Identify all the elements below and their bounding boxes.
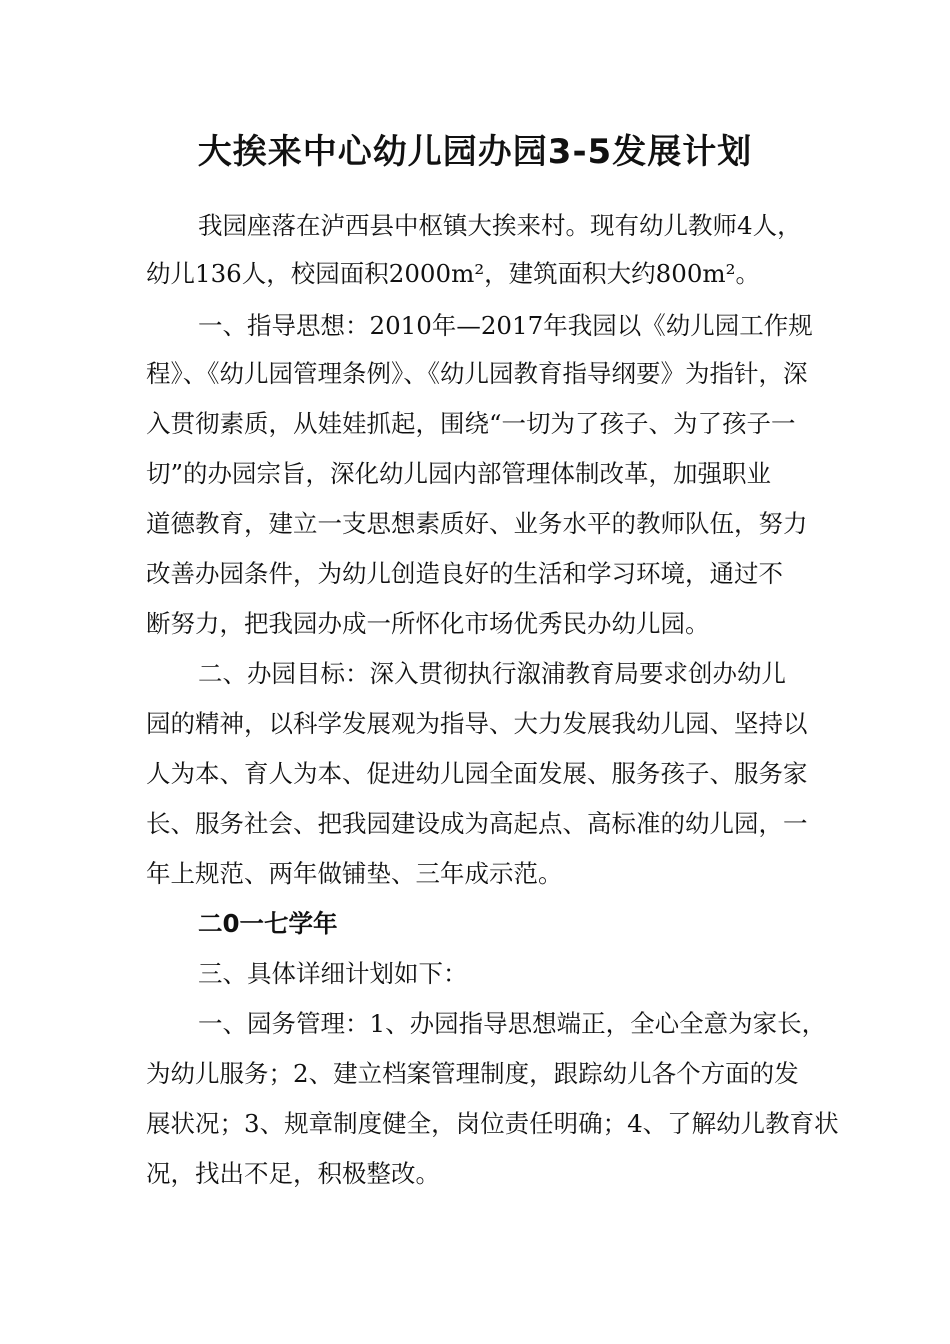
paragraph-line: 展状况；3、规章制度健全，岗位责任明确；4、了解幼儿教育状: [146, 1109, 839, 1138]
paragraph-line: 入贯彻素质，从娃娃抓起，围绕“一切为了孩子、为了孩子一: [146, 409, 796, 438]
paragraph-line: 断努力，把我园办成一所怀化市场优秀民办幼儿园。: [146, 609, 710, 638]
paragraph-line: 长、服务社会、把我园建设成为高起点、高标准的幼儿园，一: [146, 809, 808, 838]
paragraph-line: 我园座落在泸西县中枢镇大挨来村。现有幼儿教师4人，: [198, 211, 802, 240]
paragraph-line: 人为本、育人为本、促进幼儿园全面发展、服务孩子、服务家: [146, 759, 808, 788]
section-heading: 二0一七学年: [198, 909, 338, 938]
paragraph-line: 一、指导思想：2010年—2017年我园以《幼儿园工作规: [198, 311, 813, 340]
paragraph-line: 年上规范、两年做铺垫、三年成示范。: [146, 859, 563, 888]
paragraph-line: 为幼儿服务；2、建立档案管理制度，跟踪幼儿各个方面的发: [146, 1059, 799, 1088]
paragraph-line: 程》、《幼儿园管理条例》、《幼儿园教育指导纲要》为指针，深: [146, 359, 808, 388]
paragraph-line: 园的精神，以科学发展观为指导、大力发展我幼儿园、坚持以: [146, 709, 808, 738]
paragraph-line: 二、办园目标：深入贯彻执行溆浦教育局要求创办幼儿: [198, 659, 786, 688]
paragraph-line: 改善办园条件，为幼儿创造良好的生活和学习环境，通过不: [146, 559, 783, 588]
paragraph-line: 况，找出不足，积极整改。: [146, 1159, 440, 1188]
paragraph-line: 切”的办园宗旨，深化幼儿园内部管理体制改革，加强职业: [146, 459, 772, 488]
paragraph-line: 幼儿136人，校园面积2000m²，建筑面积大约800m²。: [146, 259, 760, 288]
paragraph-line: 三、具体详细计划如下：: [198, 959, 468, 988]
paragraph-line: 道德教育，建立一支思想素质好、业务水平的教师队伍，努力: [146, 509, 808, 538]
paragraph-line: 一、园务管理：1、办园指导思想端正，全心全意为家长，: [198, 1009, 827, 1038]
document-title: 大挨来中心幼儿园办园3-5发展计划: [197, 132, 753, 172]
